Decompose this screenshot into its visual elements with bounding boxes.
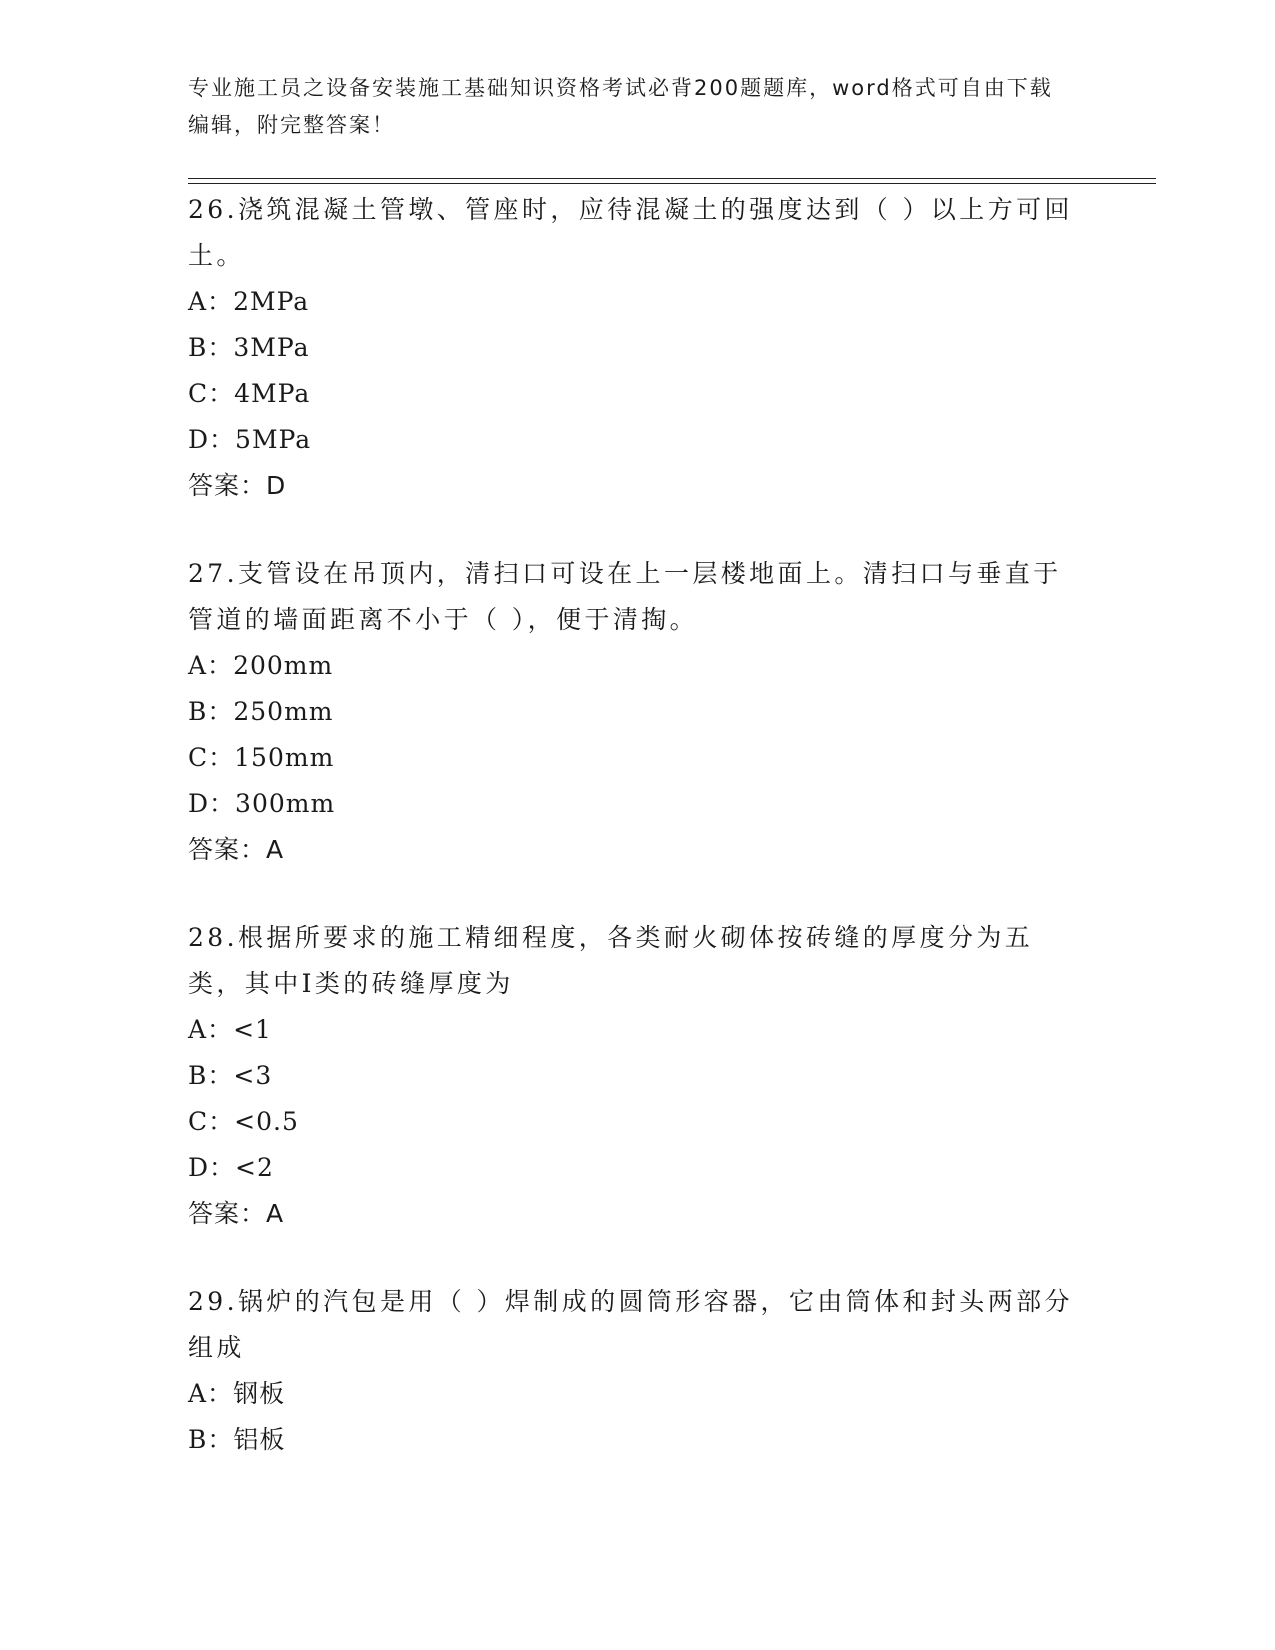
option-letter: A：	[188, 1015, 234, 1044]
option-letter: A：	[188, 287, 234, 316]
option-letter: C：	[188, 379, 235, 408]
option-a	[188, 643, 1088, 689]
option-text: <2	[235, 1153, 274, 1182]
option-text: 4MPa	[234, 379, 311, 408]
option-text: 钢板	[233, 1379, 286, 1408]
option-text: 200mm	[233, 651, 334, 680]
option-text: 300mm	[235, 789, 336, 818]
option-b	[188, 689, 1088, 735]
document-header	[188, 70, 1068, 144]
answer-line: 答案：A	[188, 835, 285, 864]
option-a	[188, 1007, 1088, 1053]
option-letter: B：	[188, 1061, 234, 1090]
document-title: 专业施工员之设备安装施工基础知识资格考试必背200题题库，word格式可自由下载编辑，附完整答案！	[188, 76, 1053, 137]
option-d	[188, 781, 1088, 827]
option-letter: D：	[188, 789, 236, 818]
option-d	[188, 1145, 1088, 1191]
option-letter: B：	[188, 697, 234, 726]
answer-line: 答案：D	[188, 471, 287, 500]
question-28	[188, 915, 1088, 1237]
question-list	[188, 187, 1088, 1505]
option-text: <1	[233, 1015, 272, 1044]
option-text: 5MPa	[235, 425, 312, 454]
option-letter: A：	[188, 651, 234, 680]
option-letter: B：	[188, 333, 234, 362]
option-letter: C：	[188, 743, 235, 772]
option-a	[188, 279, 1088, 325]
question-stem: 29.锅炉的汽包是用（ ）焊制成的圆筒形容器，它由筒体和封头两部分组成	[188, 1287, 1073, 1362]
option-text: 铝板	[233, 1425, 286, 1454]
option-b	[188, 325, 1088, 371]
option-letter: D：	[188, 425, 236, 454]
option-c	[188, 735, 1088, 781]
header-divider-top	[188, 178, 1156, 179]
question-29	[188, 1279, 1088, 1463]
option-letter: D：	[188, 1153, 236, 1182]
option-text: <0.5	[234, 1107, 299, 1136]
option-text: <3	[233, 1061, 273, 1090]
option-b	[188, 1053, 1088, 1099]
option-letter: C：	[188, 1107, 235, 1136]
option-c	[188, 371, 1088, 417]
option-text: 2MPa	[233, 287, 310, 316]
option-text: 150mm	[234, 743, 335, 772]
option-letter: B：	[188, 1425, 234, 1454]
option-letter: A：	[188, 1379, 234, 1408]
option-b	[188, 1417, 1088, 1463]
option-text: 250mm	[233, 697, 334, 726]
question-27	[188, 551, 1088, 873]
header-divider-bottom	[188, 183, 1156, 184]
question-stem: 26.浇筑混凝土管墩、管座时，应待混凝土的强度达到（ ）以上方可回土。	[188, 195, 1073, 270]
question-stem: 28.根据所要求的施工精细程度，各类耐火砌体按砖缝的厚度分为五类，其中Ⅰ类的砖缝厚度为	[188, 923, 1034, 998]
option-a	[188, 1371, 1088, 1417]
answer-line: 答案：A	[188, 1199, 285, 1228]
question-26	[188, 187, 1088, 509]
question-stem: 27.支管设在吊顶内，清扫口可设在上一层楼地面上。清扫口与垂直于管道的墙面距离不小于（ ），便于清掏。	[188, 559, 1062, 634]
option-text: 3MPa	[233, 333, 310, 362]
option-d	[188, 417, 1088, 463]
option-c	[188, 1099, 1088, 1145]
